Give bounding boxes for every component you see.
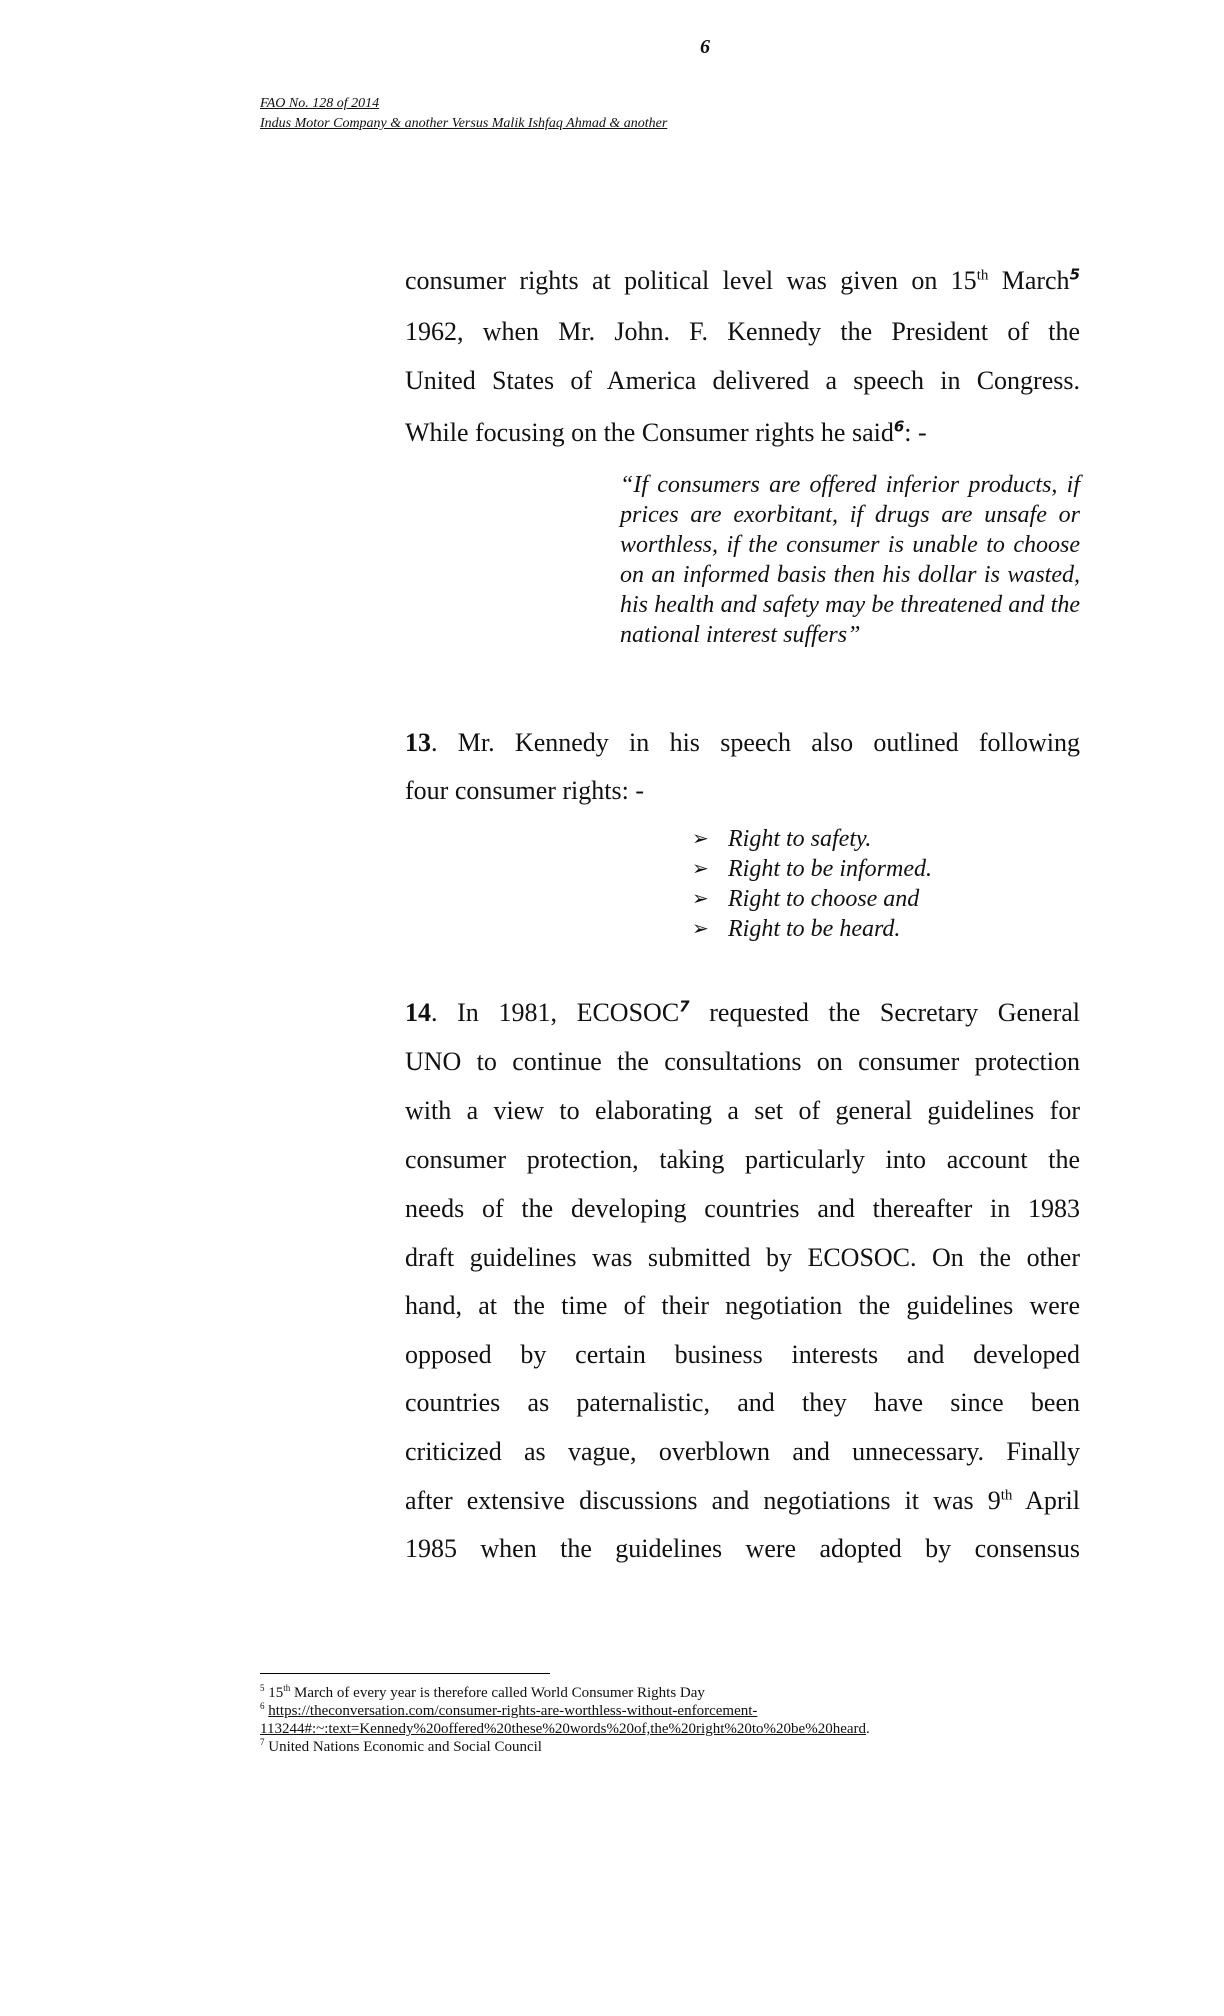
para-14-line: needs of the developing countries and thereafter in 1983 xyxy=(405,1194,1080,1223)
para-14-line: with a view to elaborating a set of general guidelines for xyxy=(405,1096,1080,1125)
footnote-divider xyxy=(260,1673,550,1674)
para-13-line-2: four consumer rights: - xyxy=(405,776,645,805)
para-13-number: 13 xyxy=(405,728,431,757)
footnote-6-link-cont[interactable]: 113244#:~:text=Kennedy%20offered%20these%20words%20of,the%20right%20to%20be%20heard xyxy=(260,1721,867,1737)
list-item: ➢ Right to be heard. xyxy=(692,916,901,942)
para-14-line: draft guidelines was submitted by ECOSOC. On the other xyxy=(405,1243,1080,1272)
case-number: FAO No. 128 of 2014 xyxy=(260,96,380,111)
para-14-line: opposed by certain business interests and developed xyxy=(405,1340,1080,1369)
footnote-5: $^5$ 15th March of every year is therefore called World Consumer Rights Day xyxy=(260,1683,705,1701)
rights-list xyxy=(692,824,932,944)
intro-line-3: United States of America delivered a speech in Congress. xyxy=(405,366,1080,395)
footnote-7: $^7$ United Nations Economic and Social Council xyxy=(260,1737,542,1755)
footnote-ref-7[interactable]: 7 xyxy=(679,997,690,1016)
arrow-bullet-icon: ➢ xyxy=(692,828,709,850)
case-parties: Indus Motor Company & another Versus Malik Ishfaq Ahmad & another xyxy=(260,116,668,131)
footnote-ref-6[interactable]: 6 xyxy=(893,417,905,436)
list-item: ➢ Right to choose and xyxy=(692,886,920,912)
footnote-6-cont: 113244#:~:text=Kennedy%20offered%20these%20words%20of,the%20right%20to%20be%20heard. xyxy=(260,1721,870,1737)
para-14-number: 14 xyxy=(405,998,431,1027)
list-item: ➢ Right to be informed. xyxy=(692,856,932,882)
list-item: ➢ Right to safety. xyxy=(692,826,872,852)
kennedy-quote: “If consumers are offered inferior products, if prices are exorbitant, if drugs are unsafe or worthless, if the consumer is unable to choose on an informed basis then his dollar is wasted, his health and safety may be threatened and the national interest suffers” xyxy=(620,472,1080,648)
para-14-line: countries as paternalistic, and they have since been xyxy=(405,1388,1080,1417)
para-14-line-12: 1985 when the guidelines were adopted by consensus xyxy=(405,1534,1080,1563)
arrow-bullet-icon: ➢ xyxy=(692,858,709,880)
intro-line-1: consumer rights at political level was given on 15th March$^5$ xyxy=(405,265,1080,295)
para-14-line: criticized as vague, overblown and unnecessary. Finally xyxy=(405,1437,1080,1466)
arrow-bullet-icon: ➢ xyxy=(692,918,709,940)
para-14-line-11: after extensive discussions and negotiations it was 9th April xyxy=(405,1486,1081,1515)
footnotes xyxy=(260,1684,1120,1756)
page-number: 6 xyxy=(700,36,710,58)
para-14-line: hand, at the time of their negotiation the guidelines were xyxy=(405,1291,1080,1320)
para-14-line: consumer protection, taking particularly into account the xyxy=(405,1145,1080,1174)
footnote-6: $^6$ https://theconversation.com/consumer-rights-are-worthless-without-enforcement- xyxy=(260,1701,758,1719)
footnote-6-link[interactable]: https://theconversation.com/consumer-rights-are-worthless-without-enforcement- xyxy=(268,1703,758,1719)
para-13-line-1: 13. Mr. Kennedy in his speech also outlined following xyxy=(405,728,1080,757)
intro-line-2: 1962, when Mr. John. F. Kennedy the President of the xyxy=(405,317,1080,346)
footnote-ref-5[interactable]: 5 xyxy=(1069,265,1080,284)
arrow-bullet-icon: ➢ xyxy=(692,888,709,910)
intro-line-4: While focusing on the Consumer rights he said$^6$: - xyxy=(405,417,927,447)
case-header xyxy=(260,94,667,134)
para-14-line-1: 14. In 1981, ECOSOC$^7$ requested the Secretary General xyxy=(405,997,1080,1027)
para-14-line: UNO to continue the consultations on consumer protection xyxy=(405,1047,1080,1076)
